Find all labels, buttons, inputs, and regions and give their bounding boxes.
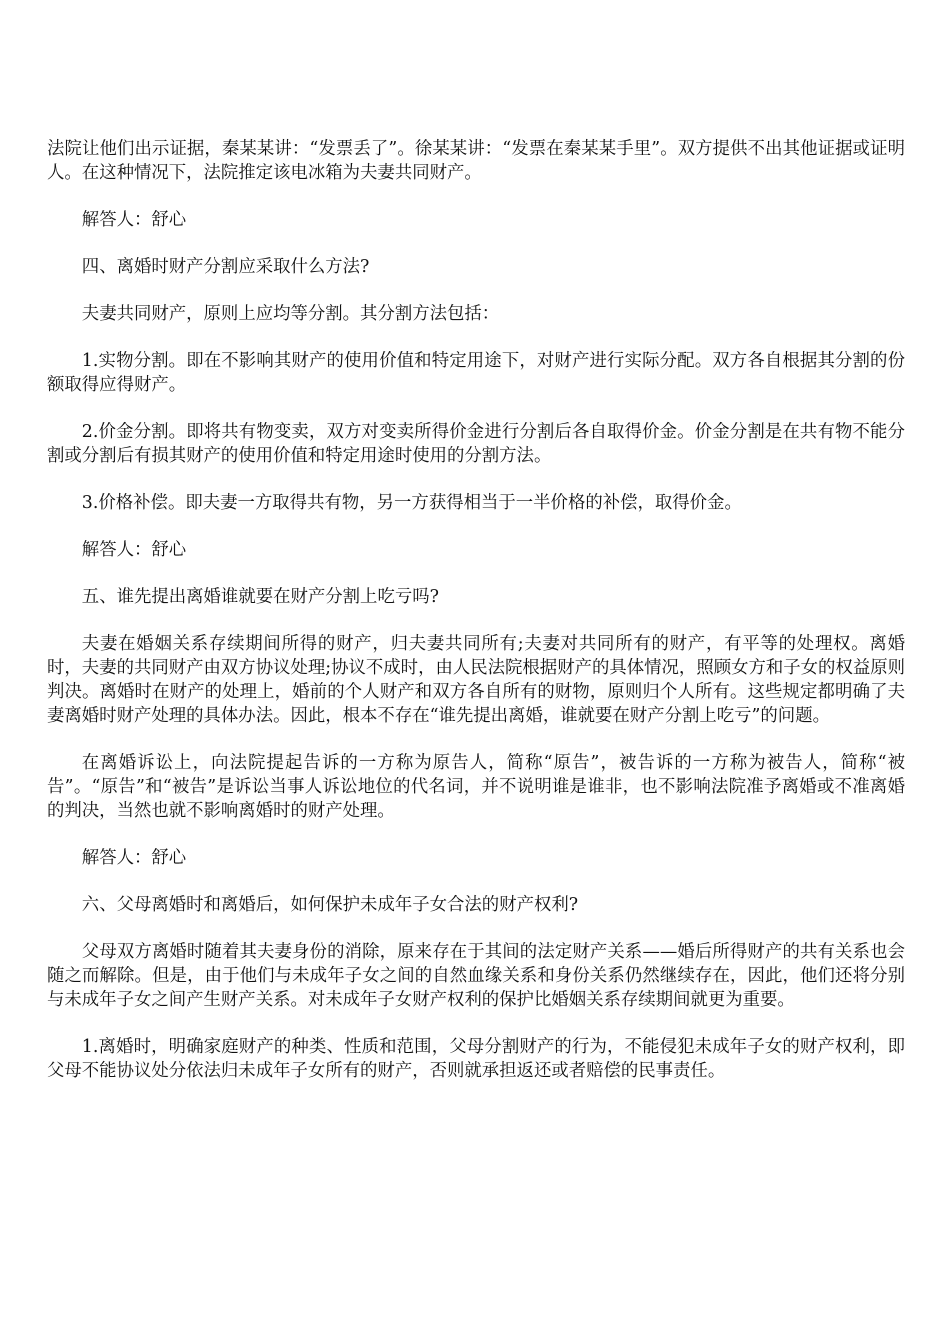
section-heading-6: 六、父母离婚时和离婚后，如何保护未成年子女合法的财产权利? xyxy=(81,895,579,915)
document-page xyxy=(47,137,905,1106)
paragraph-price-compensation: 3.价格补偿。即夫妻一方取得共有物，另一方获得相当于一半价格的补偿，取得价金。 xyxy=(81,493,742,513)
paragraph-price-division: 2.价金分割。即将共有物变卖，双方对变卖所得价金进行分割后各自取得价金。价金分割是在共有物不能分割或分割后有损其财产的使用价值和特定用途时使用的分割方法。 xyxy=(47,422,905,466)
paragraph-continued-evidence: 法院让他们出示证据，秦某某讲：“发票丢了”。徐某某讲：“发票在秦某某手里”。双方提供不出其他证据或证明人。在这种情况下，法院推定该电冰箱为夫妻共同财产。 xyxy=(47,139,905,183)
paragraph-division-intro: 夫妻共同财产，原则上应均等分割。其分割方法包括： xyxy=(81,304,500,324)
section-heading-5: 五、谁先提出离婚谁就要在财产分割上吃亏吗? xyxy=(81,587,439,607)
answerer-line: 解答人：舒心 xyxy=(81,210,187,230)
answerer-line: 解答人：舒心 xyxy=(81,540,187,560)
paragraph-plaintiff-defendant: 在离婚诉讼上，向法院提起告诉的一方称为原告人，简称“原告”，被告诉的一方称为被告人，简称“被告”。“原告”和“被告”是诉讼当事人诉讼地位的代名词，并不说明谁是谁非，也不影响法院准予离婚或不准离婚的判决，当然也就不影响离婚时的财产处理。 xyxy=(47,753,905,821)
paragraph-physical-division: 1.实物分割。即在不影响其财产的使用价值和特定用途下，对财产进行实际分配。双方各自根据其分割的份额取得应得财产。 xyxy=(47,351,905,395)
paragraph-minor-rights: 1.离婚时，明确家庭财产的种类、性质和范围，父母分割财产的行为，不能侵犯未成年子女的财产权利，即父母不能协议处分依法归未成年子女所有的财产，否则就承担返还或者赔偿的民事责任。 xyxy=(47,1037,905,1081)
paragraph-parents-property: 父母双方离婚时随着其夫妻身份的消除，原来存在于其间的法定财产关系——婚后所得财产的共有关系也会随之而解除。但是，由于他们与未成年子女之间的自然血缘关系和身份关系仍然继续存在，因此，他们还将分别与未成年子女之间产生财产关系。对未成年子女财产权利的保护比婚姻关系存续期间就更为重要。 xyxy=(47,942,905,1010)
answerer-line: 解答人：舒心 xyxy=(81,848,187,868)
section-heading-4: 四、离婚时财产分割应采取什么方法? xyxy=(81,257,370,277)
paragraph-joint-property: 夫妻在婚姻关系存续期间所得的财产，归夫妻共同所有;夫妻对共同所有的财产，有平等的处理权。离婚时，夫妻的共同财产由双方协议处理;协议不成时，由人民法院根据财产的具体情况，照顾女方和子女的权益原则判决。离婚时在财产的处理上，婚前的个人财产和双方各自所有的财物，原则归个人所有。这些规定都明确了夫妻离婚时财产处理的具体办法。因此，根本不存在“谁先提出离婚，谁就要在财产分割上吃亏”的问题。 xyxy=(47,634,906,726)
